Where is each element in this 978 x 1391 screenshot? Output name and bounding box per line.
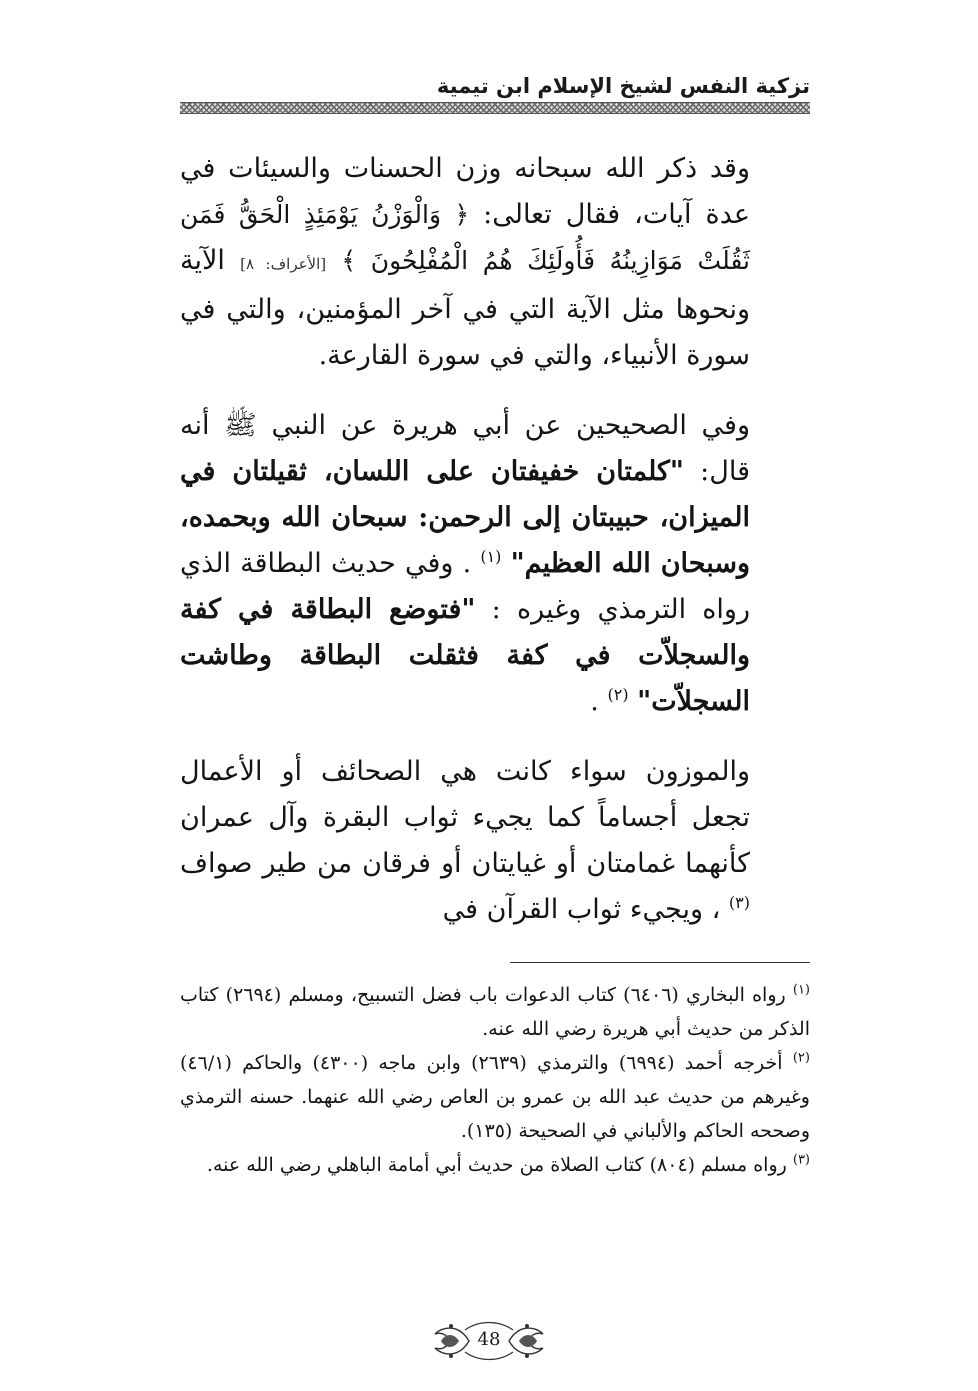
paragraph-1-continuation: الآية ونحوها مثل الآية التي في آخر المؤمنين، والتي في سورة الأنبياء، والتي في سورة القارعة. (180, 245, 750, 371)
page-number: 48 (477, 1329, 501, 1350)
paragraph-1-intro: وقد ذكر الله سبحانه وزن الحسنات والسيئات في عدة آيات، فقال تعالى: (180, 153, 750, 230)
footnote-ref-1: (١) (480, 547, 502, 566)
hadith-quote-1: "كلمتان خفيفتان على اللسان، ثقيلتان في الميزان، حبيبتان إلى الرحمن: سبحان الله وبحمده، وسبحان الله العظيم" (180, 456, 750, 579)
running-header: تزكية النفس لشيخ الإسلام ابن تيمية (436, 74, 810, 98)
footnote-ref-2: (٢) (607, 685, 629, 704)
quran-verse: ﴿ وَالْوَزْنُ يَوْمَئِذٍ الْحَقُّ فَمَن ثَقُلَتْ مَوَازِينُهُ فَأُولَئِكَ هُمُ الْمُفْلِحُونَ ﴾ (180, 200, 750, 275)
main-text (180, 146, 810, 933)
footnote-text-2: أخرجه أحمد (٦٩٩٤) والترمذي (٢٦٣٩) وابن ماجه (٤٣٠٠) والحاكم (٤٦/١) وغيرهم من حديث عبد الله بن عمرو بن العاص رضي الله عنهما. حسنه الترمذي وصححه الحاكم والألباني في الصحيحة (١٣٥). (180, 1052, 810, 1142)
footnote-1 (180, 978, 810, 1046)
paragraph-1 (180, 146, 810, 379)
paragraph-2 (180, 403, 810, 725)
footnotes (180, 978, 810, 1182)
hadith-quote-2: "فتوضع البطاقة في كفة والسجلاّت في كفة فثقلت البطاقة وطاشت السجلاّت" (180, 594, 750, 717)
paragraph-3 (180, 749, 810, 933)
header-ornamental-rule (180, 102, 810, 114)
footnote-mark-2: (٢) (792, 1050, 810, 1066)
footnote-3 (180, 1148, 810, 1182)
footnote-text-3: رواه مسلم (٨٠٤) كتاب الصلاة من حديث أبي أمامة الباهلي رضي الله عنه. (206, 1154, 787, 1176)
footnote-separator (510, 962, 810, 963)
paragraph-3-text: والموزون سواء كانت هي الصحائف أو الأعمال تجعل أجساماً كما يجيء ثواب البقرة وآل عمران كأنهما غمامتان أو غيايتان أو فرقان من طير صواف (180, 756, 750, 879)
paragraph-2-intro: وفي الصحيحين عن أبي هريرة عن النبي ﷺ أنه قال: (180, 410, 750, 487)
footnote-ref-3: (٣) (728, 893, 750, 912)
paragraph-2-end: . (590, 686, 599, 717)
footnote-2 (180, 1046, 810, 1148)
paragraph-3-continuation: ، ويجيء ثواب القرآن في (442, 894, 721, 925)
footnote-mark-1: (١) (792, 982, 810, 998)
footnote-mark-3: (٣) (792, 1152, 810, 1168)
paragraph-2-middle: . وفي حديث البطاقة الذي رواه الترمذي وغيره : (180, 548, 750, 625)
footnote-text-1: رواه البخاري (٦٤٠٦) كتاب الدعوات باب فضل التسبيح، ومسلم (٢٦٩٤) كتاب الذكر من حديث أبي هريرة رضي الله عنه. (180, 984, 810, 1040)
verse-reference: [الأعراف: ٨] (240, 255, 327, 273)
